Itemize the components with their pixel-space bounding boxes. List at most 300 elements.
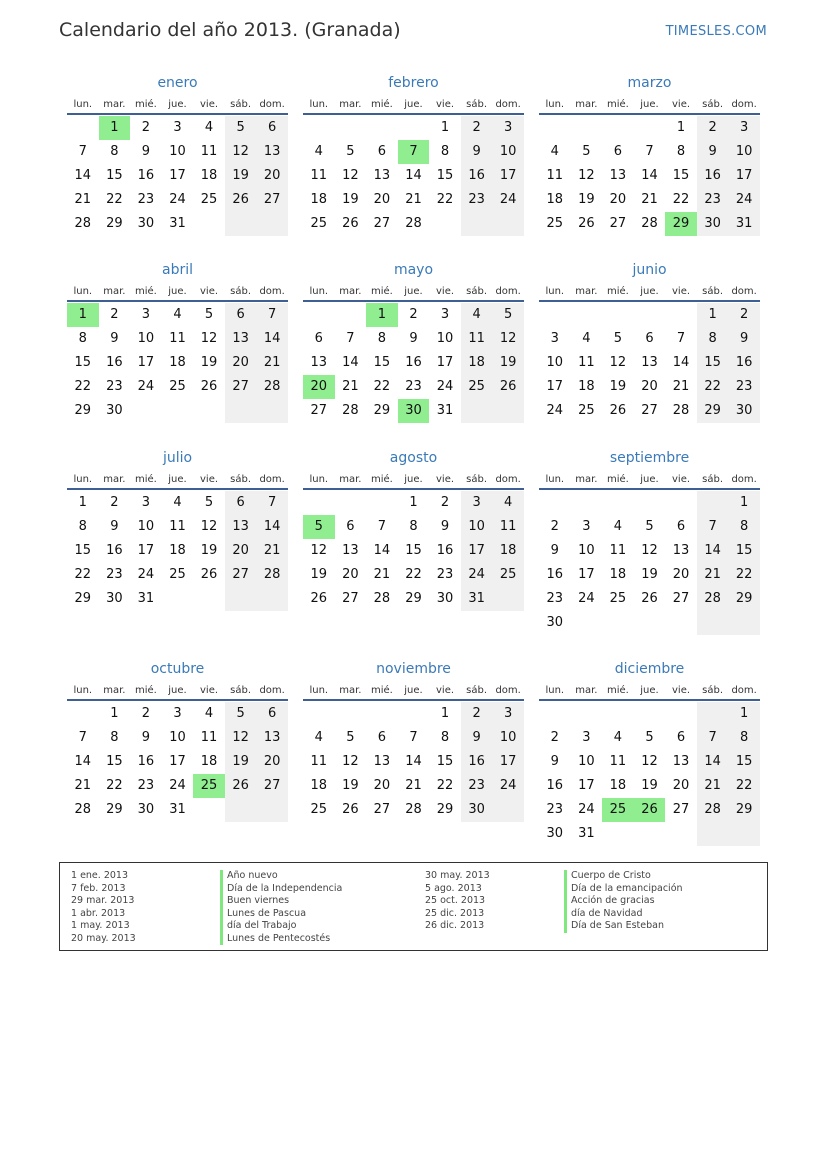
day-cell[interactable]: 23	[461, 774, 493, 798]
day-cell[interactable]: 5	[645, 519, 654, 534]
day-cell[interactable]: 19	[225, 164, 257, 188]
day-cell[interactable]: 25	[461, 375, 493, 399]
day-cell[interactable]: 29	[106, 216, 123, 231]
day-cell[interactable]: 7	[398, 140, 430, 164]
day-cell[interactable]: 25	[169, 567, 186, 582]
day-cell[interactable]: 7	[377, 519, 387, 534]
day-cell[interactable]: 17	[137, 355, 155, 370]
day-cell[interactable]: 21	[74, 192, 92, 207]
day-cell[interactable]: 12	[225, 140, 257, 164]
day-cell[interactable]: 9	[141, 144, 151, 159]
day-cell[interactable]: 27	[672, 591, 690, 606]
day-cell[interactable]: 1	[110, 706, 119, 721]
day-cell[interactable]: 20	[256, 750, 288, 774]
day-cell[interactable]: 29	[373, 403, 391, 418]
day-cell[interactable]: 11	[609, 543, 627, 558]
day-cell[interactable]: 14	[405, 168, 422, 183]
day-cell[interactable]: 31	[169, 216, 186, 231]
day-cell[interactable]: 18	[492, 539, 524, 563]
day-cell[interactable]: 15	[106, 168, 123, 183]
day-cell[interactable]: 3	[582, 730, 591, 745]
day-cell[interactable]: 27	[256, 188, 288, 212]
day-cell[interactable]: 22	[405, 567, 422, 582]
day-cell[interactable]: 19	[492, 351, 524, 375]
day-cell[interactable]: 30	[546, 615, 564, 630]
day-cell[interactable]: 17	[492, 164, 524, 188]
day-cell[interactable]: 3	[141, 307, 151, 322]
day-cell[interactable]: 12	[310, 543, 328, 558]
day-cell[interactable]: 26	[225, 188, 257, 212]
day-cell[interactable]: 5	[204, 495, 214, 510]
day-cell[interactable]: 12	[200, 519, 218, 534]
day-cell[interactable]: 14	[641, 168, 658, 183]
day-cell[interactable]: 29	[74, 591, 92, 606]
day-cell[interactable]: 23	[106, 567, 123, 582]
day-cell[interactable]: 16	[546, 778, 564, 793]
day-cell[interactable]: 15	[436, 754, 454, 769]
day-cell[interactable]: 20	[641, 379, 658, 394]
day-cell[interactable]: 17	[728, 164, 760, 188]
day-cell[interactable]: 3	[173, 706, 182, 721]
day-cell[interactable]: 9	[461, 140, 493, 164]
day-cell[interactable]: 4	[314, 730, 323, 745]
day-cell[interactable]: 14	[342, 355, 359, 370]
day-cell[interactable]: 1	[366, 303, 398, 327]
day-cell[interactable]: 28	[342, 403, 359, 418]
day-cell[interactable]: 18	[200, 754, 218, 769]
day-cell[interactable]: 27	[225, 375, 257, 399]
day-cell[interactable]: 15	[405, 543, 422, 558]
day-cell[interactable]: 24	[137, 379, 155, 394]
day-cell[interactable]: 8	[110, 144, 119, 159]
day-cell[interactable]: 9	[110, 331, 119, 346]
day-cell[interactable]: 28	[256, 375, 288, 399]
day-cell[interactable]: 16	[106, 543, 123, 558]
day-cell[interactable]: 6	[314, 331, 323, 346]
day-cell[interactable]: 11	[310, 754, 328, 769]
day-cell[interactable]: 21	[672, 379, 690, 394]
day-cell[interactable]: 16	[405, 355, 422, 370]
day-cell[interactable]: 5	[303, 515, 335, 539]
day-cell[interactable]: 8	[728, 515, 760, 539]
day-cell[interactable]: 28	[405, 802, 422, 817]
day-cell[interactable]: 22	[106, 778, 123, 793]
day-cell[interactable]: 11	[609, 754, 627, 769]
day-cell[interactable]: 6	[377, 144, 387, 159]
day-cell[interactable]: 19	[641, 567, 658, 582]
day-cell[interactable]: 9	[550, 754, 559, 769]
day-cell[interactable]: 15	[106, 754, 123, 769]
day-cell[interactable]: 30	[137, 802, 155, 817]
day-cell[interactable]: 10	[137, 519, 155, 534]
day-cell[interactable]: 23	[728, 375, 760, 399]
day-cell[interactable]: 15	[74, 355, 92, 370]
day-cell[interactable]: 21	[342, 379, 359, 394]
day-cell[interactable]: 3	[582, 519, 591, 534]
day-cell[interactable]: 19	[200, 355, 218, 370]
day-cell[interactable]: 27	[373, 802, 391, 817]
day-cell[interactable]: 8	[78, 331, 87, 346]
day-cell[interactable]: 1	[728, 702, 760, 726]
day-cell[interactable]: 6	[377, 730, 387, 745]
day-cell[interactable]: 4	[204, 120, 214, 135]
day-cell[interactable]: 24	[461, 563, 493, 587]
day-cell[interactable]: 5	[492, 303, 524, 327]
day-cell[interactable]: 30	[106, 591, 123, 606]
day-cell[interactable]: 22	[74, 379, 92, 394]
day-cell[interactable]: 31	[461, 587, 493, 611]
day-cell[interactable]: 8	[110, 730, 119, 745]
day-cell[interactable]: 24	[169, 778, 186, 793]
day-cell[interactable]: 4	[492, 491, 524, 515]
day-cell[interactable]: 30	[398, 399, 430, 423]
day-cell[interactable]: 2	[141, 706, 151, 721]
day-cell[interactable]: 23	[137, 778, 155, 793]
day-cell[interactable]: 2	[550, 730, 559, 745]
day-cell[interactable]: 25	[609, 591, 627, 606]
day-cell[interactable]: 22	[436, 192, 454, 207]
day-cell[interactable]: 22	[106, 192, 123, 207]
day-cell[interactable]: 7	[256, 303, 288, 327]
day-cell[interactable]: 5	[645, 730, 654, 745]
day-cell[interactable]: 9	[550, 543, 559, 558]
day-cell[interactable]: 2	[697, 116, 729, 140]
day-cell[interactable]: 18	[546, 192, 564, 207]
day-cell[interactable]: 27	[225, 563, 257, 587]
day-cell[interactable]: 11	[169, 519, 186, 534]
day-cell[interactable]: 17	[492, 750, 524, 774]
day-cell[interactable]: 13	[256, 140, 288, 164]
day-cell[interactable]: 19	[609, 379, 627, 394]
day-cell[interactable]: 15	[436, 168, 454, 183]
day-cell[interactable]: 8	[697, 327, 729, 351]
day-cell[interactable]: 14	[373, 543, 391, 558]
day-cell[interactable]: 14	[256, 327, 288, 351]
day-cell[interactable]: 28	[405, 216, 422, 231]
day-cell[interactable]: 21	[256, 351, 288, 375]
day-cell[interactable]: 21	[697, 774, 729, 798]
day-cell[interactable]: 5	[346, 730, 355, 745]
day-cell[interactable]: 15	[728, 539, 760, 563]
day-cell[interactable]: 11	[310, 168, 328, 183]
day-cell[interactable]: 20	[342, 567, 359, 582]
day-cell[interactable]: 25	[492, 563, 524, 587]
day-cell[interactable]: 10	[169, 144, 186, 159]
day-cell[interactable]: 13	[373, 754, 391, 769]
day-cell[interactable]: 1	[676, 120, 686, 135]
day-cell[interactable]: 26	[578, 216, 595, 231]
day-cell[interactable]: 18	[200, 168, 218, 183]
day-cell[interactable]: 17	[461, 539, 493, 563]
day-cell[interactable]: 14	[74, 754, 92, 769]
day-cell[interactable]: 17	[546, 379, 564, 394]
day-cell[interactable]: 13	[225, 327, 257, 351]
day-cell[interactable]: 21	[74, 778, 92, 793]
day-cell[interactable]: 13	[373, 168, 391, 183]
day-cell[interactable]: 1	[99, 116, 131, 140]
day-cell[interactable]: 28	[373, 591, 391, 606]
day-cell[interactable]: 31	[436, 403, 454, 418]
day-cell[interactable]: 26	[634, 798, 666, 822]
day-cell[interactable]: 20	[256, 164, 288, 188]
day-cell[interactable]: 30	[106, 403, 123, 418]
day-cell[interactable]: 16	[728, 351, 760, 375]
day-cell[interactable]: 3	[728, 116, 760, 140]
day-cell[interactable]: 7	[645, 144, 654, 159]
day-cell[interactable]: 25	[310, 802, 328, 817]
day-cell[interactable]: 22	[373, 379, 391, 394]
day-cell[interactable]: 10	[436, 331, 454, 346]
day-cell[interactable]: 16	[461, 164, 493, 188]
day-cell[interactable]: 8	[377, 331, 387, 346]
day-cell[interactable]: 25	[602, 798, 634, 822]
day-cell[interactable]: 30	[728, 399, 760, 423]
day-cell[interactable]: 15	[728, 750, 760, 774]
day-cell[interactable]: 7	[697, 515, 729, 539]
day-cell[interactable]: 28	[641, 216, 658, 231]
day-cell[interactable]: 8	[676, 144, 686, 159]
day-cell[interactable]: 21	[373, 567, 391, 582]
day-cell[interactable]: 6	[676, 519, 686, 534]
day-cell[interactable]: 16	[106, 355, 123, 370]
day-cell[interactable]: 8	[78, 519, 87, 534]
day-cell[interactable]: 12	[641, 754, 658, 769]
day-cell[interactable]: 3	[461, 491, 493, 515]
day-cell[interactable]: 3	[173, 120, 182, 135]
day-cell[interactable]: 9	[697, 140, 729, 164]
day-cell[interactable]: 10	[546, 355, 564, 370]
day-cell[interactable]: 19	[225, 750, 257, 774]
day-cell[interactable]: 15	[373, 355, 391, 370]
day-cell[interactable]: 24	[546, 403, 564, 418]
day-cell[interactable]: 27	[373, 216, 391, 231]
day-cell[interactable]: 25	[546, 216, 564, 231]
day-cell[interactable]: 28	[672, 403, 690, 418]
day-cell[interactable]: 13	[672, 754, 690, 769]
day-cell[interactable]: 21	[697, 563, 729, 587]
day-cell[interactable]: 29	[728, 587, 760, 611]
day-cell[interactable]: 25	[193, 774, 225, 798]
day-cell[interactable]: 9	[141, 730, 151, 745]
day-cell[interactable]: 14	[697, 539, 729, 563]
day-cell[interactable]: 5	[346, 144, 355, 159]
day-cell[interactable]: 3	[440, 307, 450, 322]
day-cell[interactable]: 5	[204, 307, 214, 322]
day-cell[interactable]: 13	[641, 355, 658, 370]
day-cell[interactable]: 26	[310, 591, 328, 606]
day-cell[interactable]: 26	[342, 802, 359, 817]
day-cell[interactable]: 3	[492, 702, 524, 726]
day-cell[interactable]: 26	[609, 403, 627, 418]
day-cell[interactable]: 13	[225, 515, 257, 539]
day-cell[interactable]: 11	[461, 327, 493, 351]
day-cell[interactable]: 22	[672, 192, 690, 207]
day-cell[interactable]: 14	[74, 168, 92, 183]
day-cell[interactable]: 10	[492, 140, 524, 164]
day-cell[interactable]: 27	[310, 403, 328, 418]
day-cell[interactable]: 1	[440, 706, 450, 721]
day-cell[interactable]: 7	[78, 730, 87, 745]
day-cell[interactable]: 20	[373, 778, 391, 793]
day-cell[interactable]: 17	[169, 168, 186, 183]
day-cell[interactable]: 24	[492, 188, 524, 212]
day-cell[interactable]: 17	[169, 754, 186, 769]
day-cell[interactable]: 24	[492, 774, 524, 798]
day-cell[interactable]: 20	[225, 539, 257, 563]
day-cell[interactable]: 21	[405, 778, 422, 793]
day-cell[interactable]: 9	[110, 519, 119, 534]
day-cell[interactable]: 28	[74, 216, 92, 231]
day-cell[interactable]: 31	[578, 826, 595, 841]
day-cell[interactable]: 18	[609, 567, 627, 582]
day-cell[interactable]: 29	[74, 403, 92, 418]
day-cell[interactable]: 18	[310, 778, 328, 793]
day-cell[interactable]: 26	[200, 379, 218, 394]
day-cell[interactable]: 12	[641, 543, 658, 558]
day-cell[interactable]: 3	[141, 495, 151, 510]
day-cell[interactable]: 14	[405, 754, 422, 769]
day-cell[interactable]: 6	[676, 730, 686, 745]
day-cell[interactable]: 7	[256, 491, 288, 515]
day-cell[interactable]: 8	[440, 730, 450, 745]
day-cell[interactable]: 12	[492, 327, 524, 351]
day-cell[interactable]: 24	[137, 567, 155, 582]
day-cell[interactable]: 28	[74, 802, 92, 817]
day-cell[interactable]: 20	[609, 192, 627, 207]
day-cell[interactable]: 2	[461, 116, 493, 140]
day-cell[interactable]: 13	[310, 355, 328, 370]
day-cell[interactable]: 15	[672, 168, 690, 183]
day-cell[interactable]: 26	[200, 567, 218, 582]
day-cell[interactable]: 22	[728, 774, 760, 798]
day-cell[interactable]: 27	[609, 216, 627, 231]
day-cell[interactable]: 24	[728, 188, 760, 212]
day-cell[interactable]: 10	[492, 726, 524, 750]
day-cell[interactable]: 16	[697, 164, 729, 188]
day-cell[interactable]: 21	[405, 192, 422, 207]
day-cell[interactable]: 17	[137, 543, 155, 558]
day-cell[interactable]: 2	[110, 307, 119, 322]
day-cell[interactable]: 19	[578, 192, 595, 207]
day-cell[interactable]: 30	[461, 798, 493, 822]
day-cell[interactable]: 11	[200, 144, 218, 159]
day-cell[interactable]: 27	[641, 403, 658, 418]
day-cell[interactable]: 4	[173, 307, 182, 322]
day-cell[interactable]: 23	[461, 188, 493, 212]
day-cell[interactable]: 1	[697, 303, 729, 327]
day-cell[interactable]: 19	[641, 778, 658, 793]
day-cell[interactable]: 15	[697, 351, 729, 375]
day-cell[interactable]: 1	[78, 495, 87, 510]
day-cell[interactable]: 30	[137, 216, 155, 231]
day-cell[interactable]: 30	[436, 591, 454, 606]
day-cell[interactable]: 11	[169, 331, 186, 346]
day-cell[interactable]: 10	[578, 754, 595, 769]
day-cell[interactable]: 12	[200, 331, 218, 346]
day-cell[interactable]: 1	[67, 303, 99, 327]
day-cell[interactable]: 2	[110, 495, 119, 510]
day-cell[interactable]: 6	[613, 144, 623, 159]
day-cell[interactable]: 8	[728, 726, 760, 750]
day-cell[interactable]: 23	[546, 802, 564, 817]
day-cell[interactable]: 6	[225, 303, 257, 327]
day-cell[interactable]: 26	[342, 216, 359, 231]
day-cell[interactable]: 16	[546, 567, 564, 582]
day-cell[interactable]: 18	[169, 355, 186, 370]
day-cell[interactable]: 16	[137, 754, 155, 769]
day-cell[interactable]: 6	[645, 331, 654, 346]
day-cell[interactable]: 29	[728, 798, 760, 822]
day-cell[interactable]: 28	[697, 587, 729, 611]
day-cell[interactable]: 21	[256, 539, 288, 563]
day-cell[interactable]: 1	[409, 495, 418, 510]
day-cell[interactable]: 9	[461, 726, 493, 750]
day-cell[interactable]: 7	[409, 730, 418, 745]
day-cell[interactable]: 3	[492, 116, 524, 140]
day-cell[interactable]: 19	[310, 567, 328, 582]
day-cell[interactable]: 13	[609, 168, 627, 183]
day-cell[interactable]: 23	[697, 188, 729, 212]
day-cell[interactable]: 30	[546, 826, 564, 841]
day-cell[interactable]: 12	[225, 726, 257, 750]
day-cell[interactable]: 6	[256, 116, 288, 140]
day-cell[interactable]: 31	[169, 802, 186, 817]
day-cell[interactable]: 31	[728, 212, 760, 236]
day-cell[interactable]: 5	[225, 116, 257, 140]
day-cell[interactable]: 16	[436, 543, 454, 558]
day-cell[interactable]: 11	[200, 730, 218, 745]
day-cell[interactable]: 20	[303, 375, 335, 399]
day-cell[interactable]: 22	[436, 778, 454, 793]
day-cell[interactable]: 12	[342, 168, 359, 183]
day-cell[interactable]: 16	[137, 168, 155, 183]
day-cell[interactable]: 7	[697, 726, 729, 750]
day-cell[interactable]: 9	[440, 519, 450, 534]
day-cell[interactable]: 20	[225, 351, 257, 375]
day-cell[interactable]: 2	[461, 702, 493, 726]
day-cell[interactable]: 17	[578, 778, 595, 793]
day-cell[interactable]: 26	[225, 774, 257, 798]
day-cell[interactable]: 25	[200, 192, 218, 207]
day-cell[interactable]: 22	[728, 563, 760, 587]
day-cell[interactable]: 5	[225, 702, 257, 726]
day-cell[interactable]: 5	[613, 331, 623, 346]
day-cell[interactable]: 13	[672, 543, 690, 558]
day-cell[interactable]: 11	[578, 355, 595, 370]
day-cell[interactable]: 4	[613, 519, 623, 534]
day-cell[interactable]: 8	[440, 144, 450, 159]
day-cell[interactable]: 20	[373, 192, 391, 207]
day-cell[interactable]: 10	[137, 331, 155, 346]
day-cell[interactable]: 16	[461, 750, 493, 774]
day-cell[interactable]: 1	[728, 491, 760, 515]
day-cell[interactable]: 27	[342, 591, 359, 606]
day-cell[interactable]: 7	[78, 144, 87, 159]
day-cell[interactable]: 26	[492, 375, 524, 399]
day-cell[interactable]: 29	[405, 591, 422, 606]
day-cell[interactable]: 18	[310, 192, 328, 207]
day-cell[interactable]: 2	[141, 120, 151, 135]
day-cell[interactable]: 9	[728, 327, 760, 351]
day-cell[interactable]: 12	[342, 754, 359, 769]
day-cell[interactable]: 2	[409, 307, 418, 322]
day-cell[interactable]: 9	[409, 331, 418, 346]
day-cell[interactable]: 6	[346, 519, 355, 534]
day-cell[interactable]: 23	[405, 379, 422, 394]
day-cell[interactable]: 1	[440, 120, 450, 135]
day-cell[interactable]: 2	[728, 303, 760, 327]
day-cell[interactable]: 4	[173, 495, 182, 510]
